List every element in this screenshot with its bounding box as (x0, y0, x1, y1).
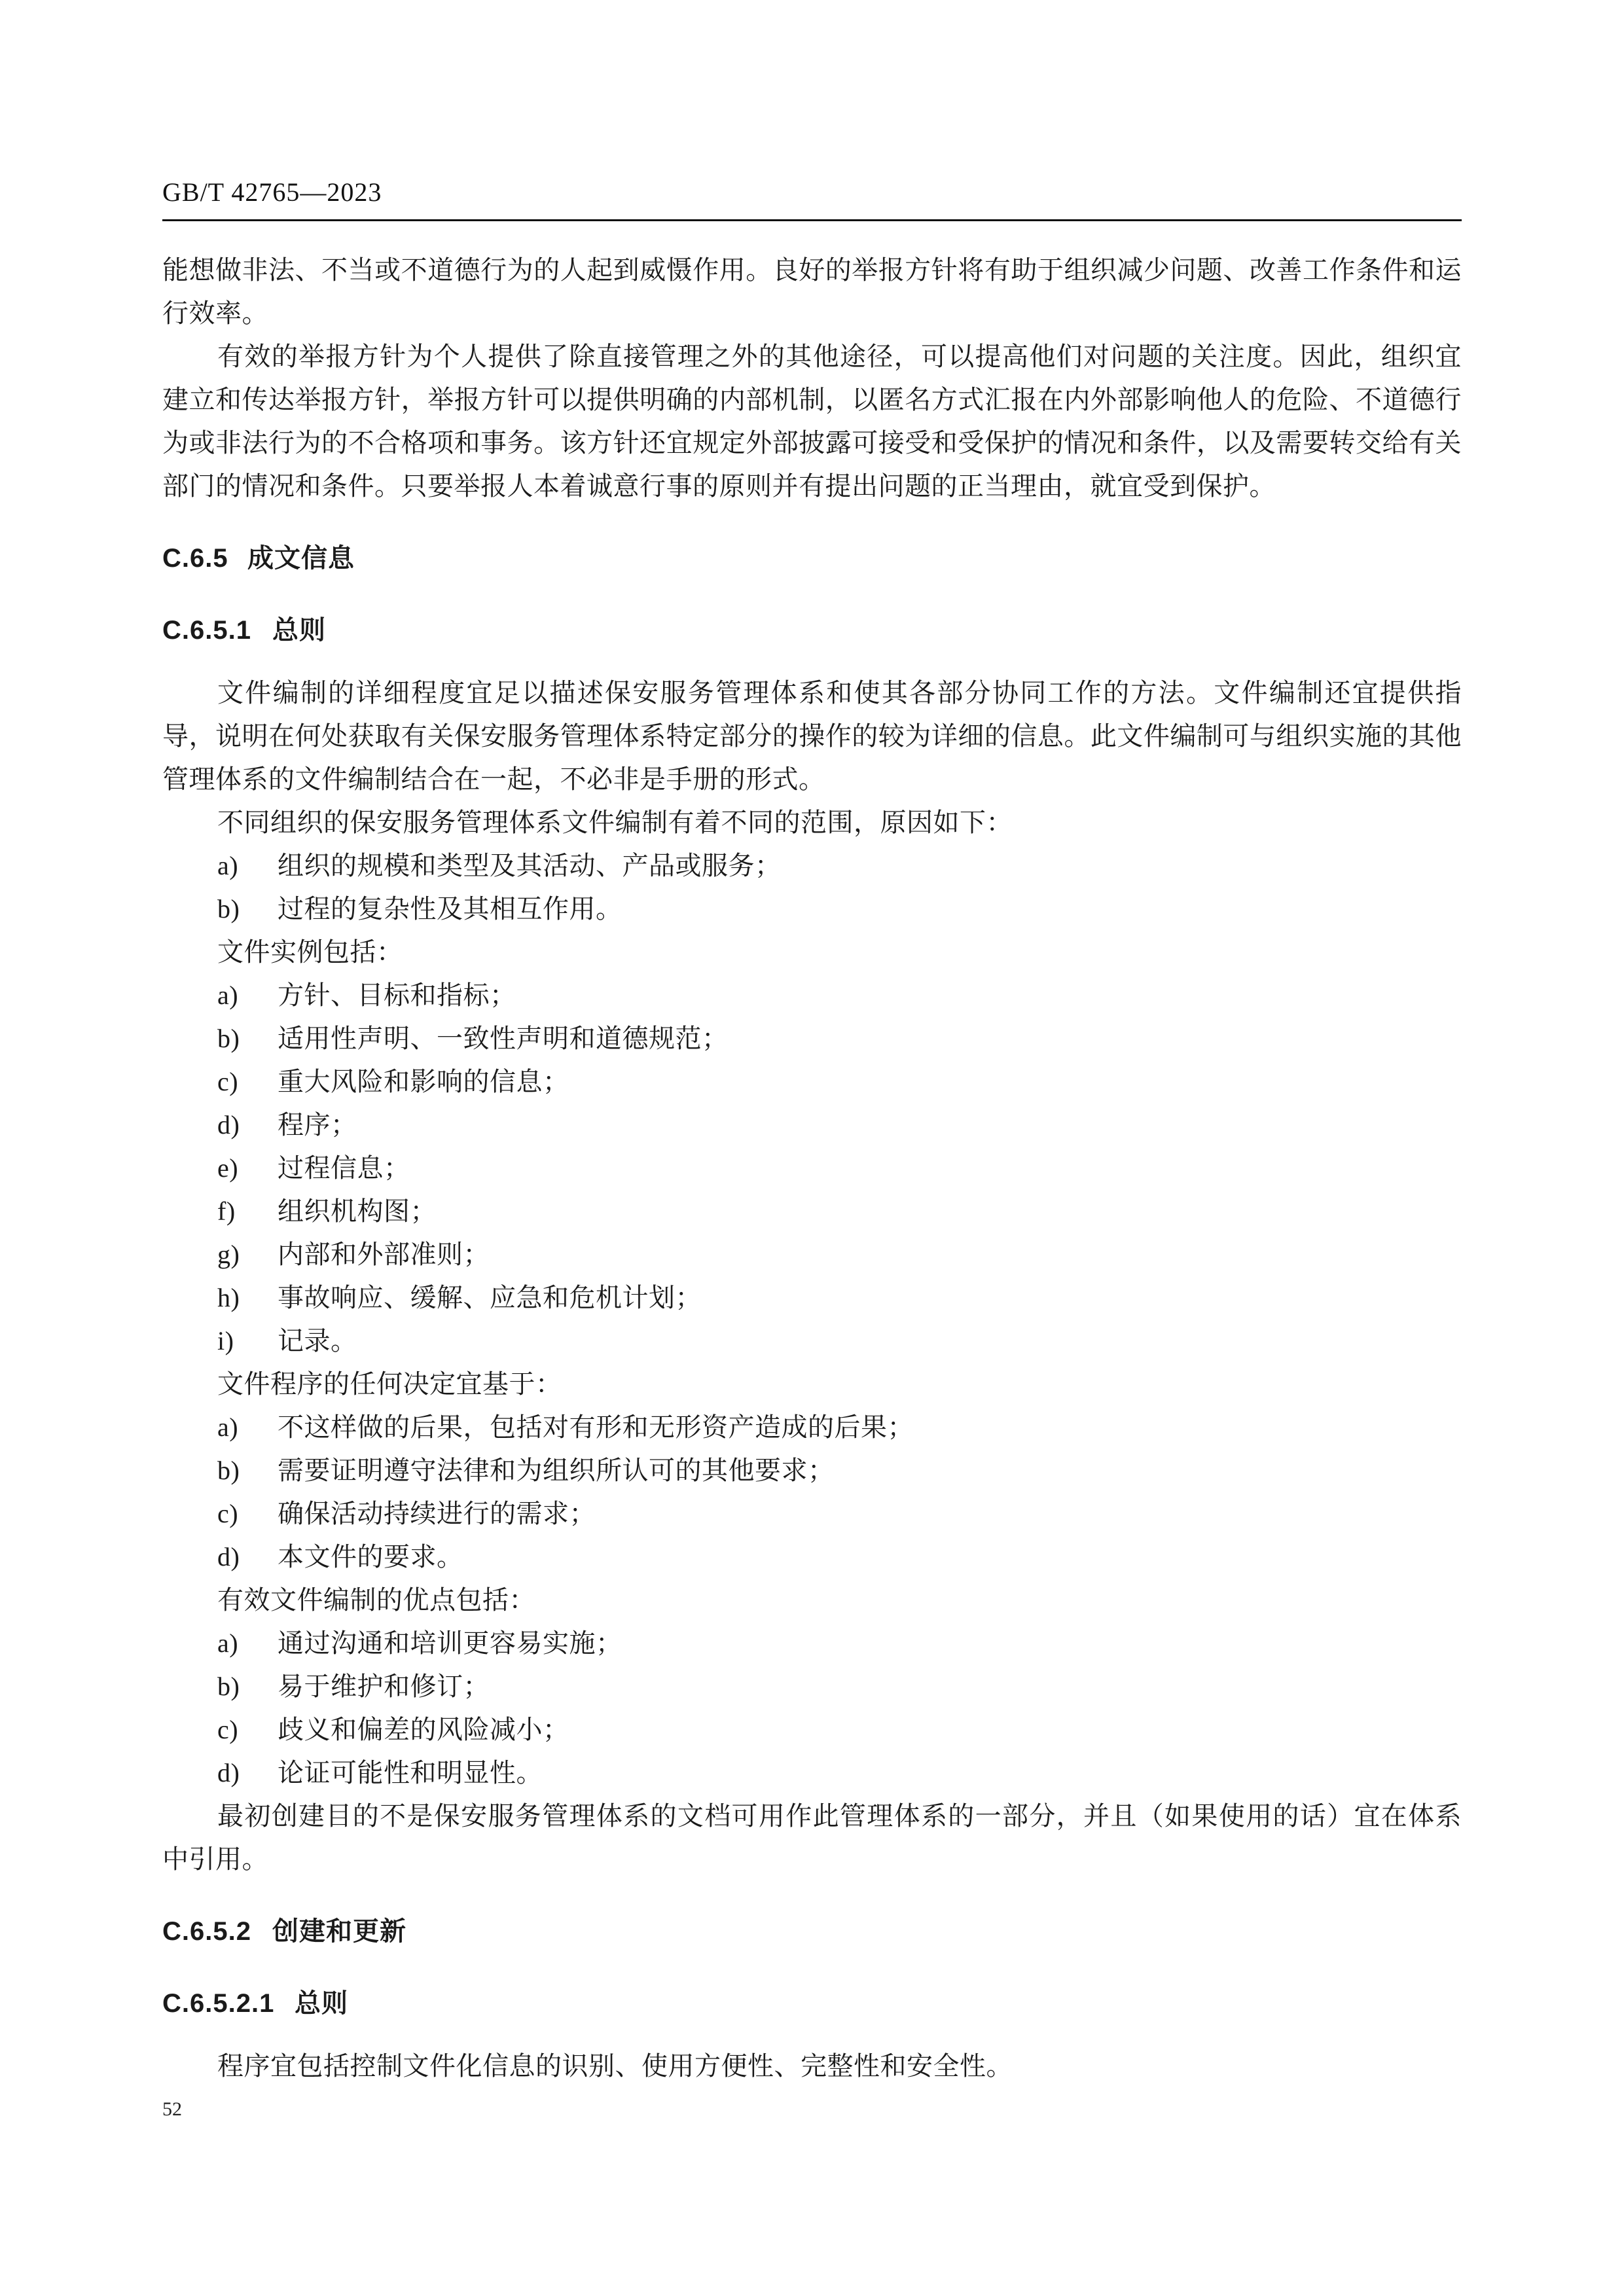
list-item (217, 1103, 1462, 1147)
list-item (217, 1406, 1462, 1449)
paragraph-pre-existing-documents: 最初创建目的不是保安服务管理体系的文档可用作此管理体系的一部分，并且（如果使用的话）宜在体系中引用。 (162, 1801, 1462, 1874)
list-item (217, 1276, 1462, 1319)
lead-in-document-examples: 文件实例包括： (217, 937, 403, 967)
list-marker: b) (217, 1024, 240, 1053)
list-item (217, 1751, 1462, 1795)
list-item (217, 1147, 1462, 1190)
list-marker: c) (217, 1499, 239, 1528)
list-marker: g) (217, 1240, 240, 1269)
list-text: 不这样做的后果，包括对有形和无形资产造成的后果； (278, 1412, 914, 1442)
list-marker: a) (217, 851, 239, 880)
list-text: 通过沟通和培训更容易实施； (278, 1628, 623, 1658)
list-marker: d) (217, 1110, 240, 1139)
list-marker: h) (217, 1283, 240, 1312)
list-item (217, 1622, 1462, 1665)
paragraph-continuation: 能想做非法、不当或不道德行为的人起到威慑作用。良好的举报方针将有助于组织减少问题、改善工作条件和运行效率。 (162, 255, 1462, 328)
section-heading-c6521 (162, 1982, 1462, 2025)
list-marker: a) (217, 1412, 239, 1442)
list-marker: d) (217, 1758, 240, 1787)
list-text: 过程信息； (278, 1153, 410, 1183)
list-item (217, 1665, 1462, 1708)
list-item (217, 1449, 1462, 1492)
list-marker: f) (217, 1196, 236, 1226)
lead-in-decision-basis: 文件程序的任何决定宜基于： (217, 1369, 562, 1399)
list-item (217, 1708, 1462, 1751)
paragraph-whistleblowing-policy: 有效的举报方针为个人提供了除直接管理之外的其他途径，可以提高他们对问题的关注度。因此，组织宜建立和传达举报方针，举报方针可以提供明确的内部机制，以匿名方式汇报在内外部影响他人的危险、不道德行为或非法行为的不合格项和事务。该方针还宜规定外部披露可接受和受保护的情况和条件，以及需要转交给有关部门的情况和条件。只要举报人本着诚意行事的原则并有提出问题的正当理由，就宜受到保护。 (162, 342, 1462, 501)
section-number: C.6.5.2 (162, 1917, 251, 1946)
list-item (217, 1319, 1462, 1363)
list-marker: a) (217, 1628, 239, 1658)
list-text: 确保活动持续进行的需求； (278, 1499, 596, 1528)
list-marker: b) (217, 894, 240, 924)
section-title: 成文信息 (247, 544, 355, 573)
list-item (217, 888, 1462, 931)
page-content (162, 177, 1462, 2088)
section-number: C.6.5 (162, 544, 228, 573)
list-text: 歧义和偏差的风险减小； (278, 1715, 569, 1744)
section-title: 总则 (295, 1989, 348, 2018)
list-text: 程序； (278, 1110, 357, 1139)
paragraph-documentation-detail: 文件编制的详细程度宜足以描述保安服务管理体系和使其各部分协同工作的方法。文件编制还宜提供指导，说明在何处获取有关保安服务管理体系特定部分的操作的较为详细的信息。此文件编制可与组织实施的其他管理体系的文件编制结合在一起，不必非是手册的形式。 (162, 678, 1462, 794)
list-text: 记录。 (278, 1326, 357, 1355)
list-text: 本文件的要求。 (278, 1542, 463, 1571)
list-marker: c) (217, 1067, 239, 1096)
list-text: 方针、目标和指标； (278, 980, 516, 1010)
list-text: 适用性声明、一致性声明和道德规范； (278, 1024, 729, 1053)
list-text: 内部和外部准则； (278, 1240, 490, 1269)
list-marker: e) (217, 1153, 239, 1183)
list-item (217, 1233, 1462, 1276)
paragraph-procedure-controls: 程序宜包括控制文件化信息的识别、使用方便性、完整性和安全性。 (217, 2051, 1013, 2081)
section-title: 创建和更新 (272, 1917, 406, 1946)
list-marker: c) (217, 1715, 239, 1744)
lead-in-benefits: 有效文件编制的优点包括： (217, 1585, 535, 1615)
list-marker: b) (217, 1672, 240, 1701)
list-marker: b) (217, 1456, 240, 1485)
list-text: 需要证明遵守法律和为组织所认可的其他要求； (278, 1456, 835, 1485)
header-divider (162, 219, 1462, 221)
lead-in-scope-reasons: 不同组织的保安服务管理体系文件编制有着不同的范围，原因如下： (217, 808, 1013, 837)
section-number: C.6.5.1 (162, 616, 251, 645)
list-item (217, 844, 1462, 888)
list-text: 事故响应、缓解、应急和危机计划； (278, 1283, 702, 1312)
page-header-standard-number: GB/T 42765—2023 (162, 177, 382, 207)
list-text: 过程的复杂性及其相互作用。 (278, 894, 623, 924)
list-text: 重大风险和影响的信息； (278, 1067, 569, 1096)
list-text: 论证可能性和明显性。 (278, 1758, 543, 1787)
list-item (217, 1190, 1462, 1233)
list-item (217, 1535, 1462, 1579)
section-number: C.6.5.2.1 (162, 1989, 275, 2018)
list-marker: a) (217, 980, 239, 1010)
list-marker: d) (217, 1542, 240, 1571)
section-heading-c651 (162, 609, 1462, 652)
list-item (217, 1017, 1462, 1060)
list-item (217, 1060, 1462, 1103)
list-marker: i) (217, 1326, 234, 1355)
section-title: 总则 (272, 616, 326, 645)
list-text: 组织机构图； (278, 1196, 437, 1226)
list-text: 易于维护和修订； (278, 1672, 490, 1701)
list-item (217, 1492, 1462, 1535)
page-number: 52 (162, 2098, 182, 2120)
section-heading-c652 (162, 1910, 1462, 1953)
list-item (217, 974, 1462, 1017)
list-text: 组织的规模和类型及其活动、产品或服务； (278, 851, 782, 880)
section-heading-c65 (162, 537, 1462, 580)
